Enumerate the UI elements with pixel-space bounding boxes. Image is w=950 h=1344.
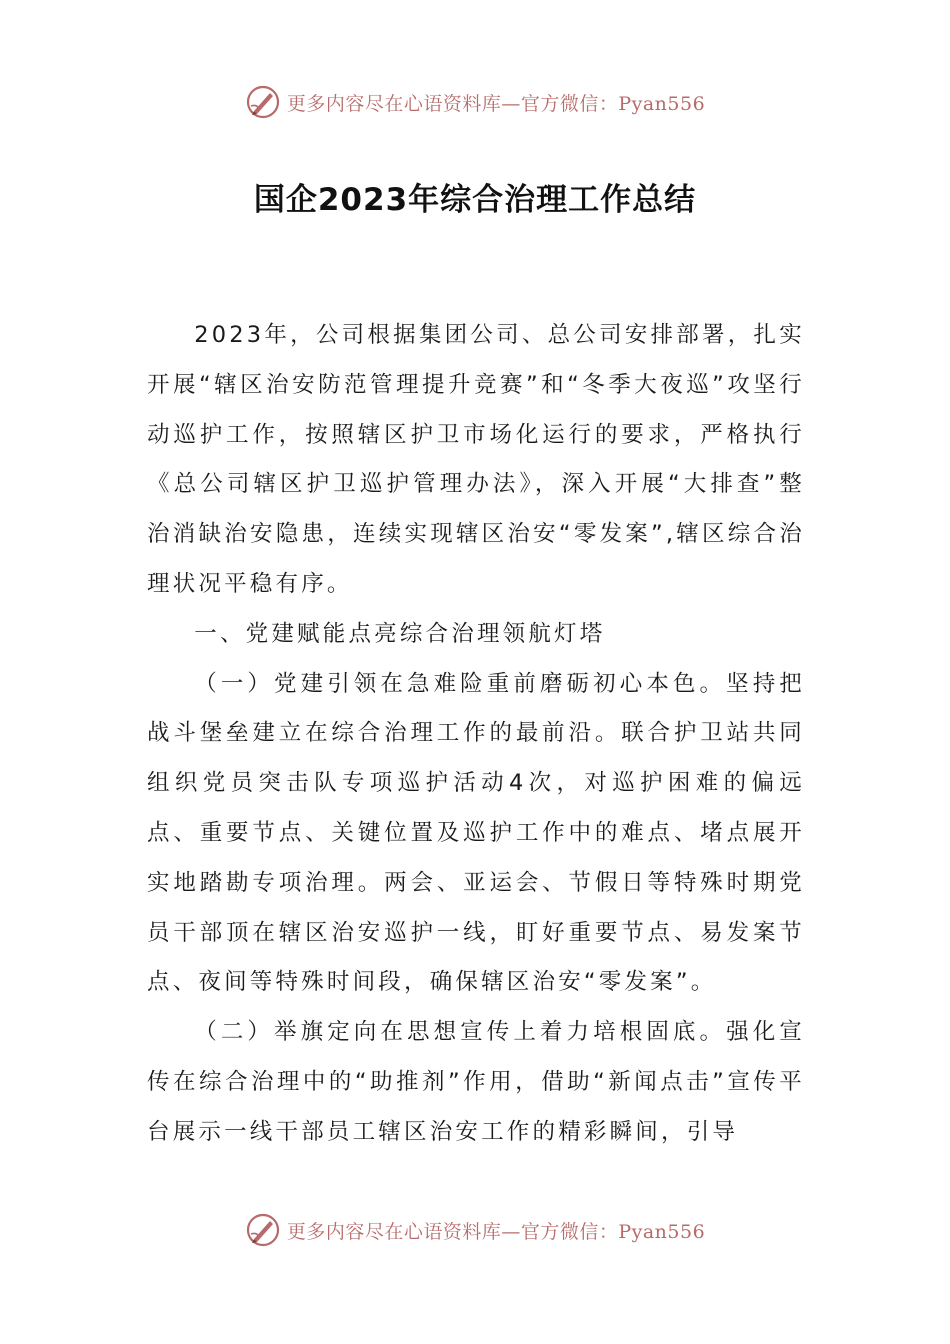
document-title: 国企2023年综合治理工作总结 — [253, 182, 697, 218]
paragraph-intro: 2023年，公司根据集团公司、总公司安排部署，扎实开展“辖区治安防范管理提升竞赛”和“冬季大夜巡”攻坚行动巡护工作，按照辖区护卫市场化运行的要求，严格执行《总公司辖区护卫巡护管理办法》，深入开展“大排查”整治消缺治安隐患，连续实现辖区治安“零发案”,辖区综合治理状况平稳有序。 — [147, 322, 805, 597]
header-watermark-banner — [0, 82, 950, 122]
document-body — [147, 311, 805, 1158]
paragraph-1-2: （二）举旗定向在思想宣传上着力培根固底。强化宣传在综合治理中的“助推剂”作用，借助“新闻点击”宣传平台展示一线干部员工辖区治安工作的精彩瞬间，引导 — [147, 1019, 805, 1145]
watermark-text: 更多内容尽在心语资料库—官方微信：Pyan556 — [286, 92, 706, 115]
pen-logo-icon — [245, 84, 281, 120]
watermark-text: 更多内容尽在心语资料库—官方微信：Pyan556 — [286, 1220, 706, 1243]
pen-logo-icon — [245, 1212, 281, 1248]
section-heading-1: 一、党建赋能点亮综合治理领航灯塔 — [194, 620, 606, 647]
footer-watermark-banner — [0, 1210, 950, 1250]
paragraph-1-1: （一）党建引领在急难险重前磨砺初心本色。坚持把战斗堡垒建立在综合治理工作的最前沿。联合护卫站共同组织党员突击队专项巡护活动4次，对巡护困难的偏远点、重要节点、关键位置及巡护工作中的难点、堵点展开实地踏勘专项治理。两会、亚运会、节假日等特殊时期党员干部顶在辖区治安巡护一线，盯好重要节点、易发案节点、夜间等特殊时间段，确保辖区治安“零发案”。 — [147, 670, 805, 996]
